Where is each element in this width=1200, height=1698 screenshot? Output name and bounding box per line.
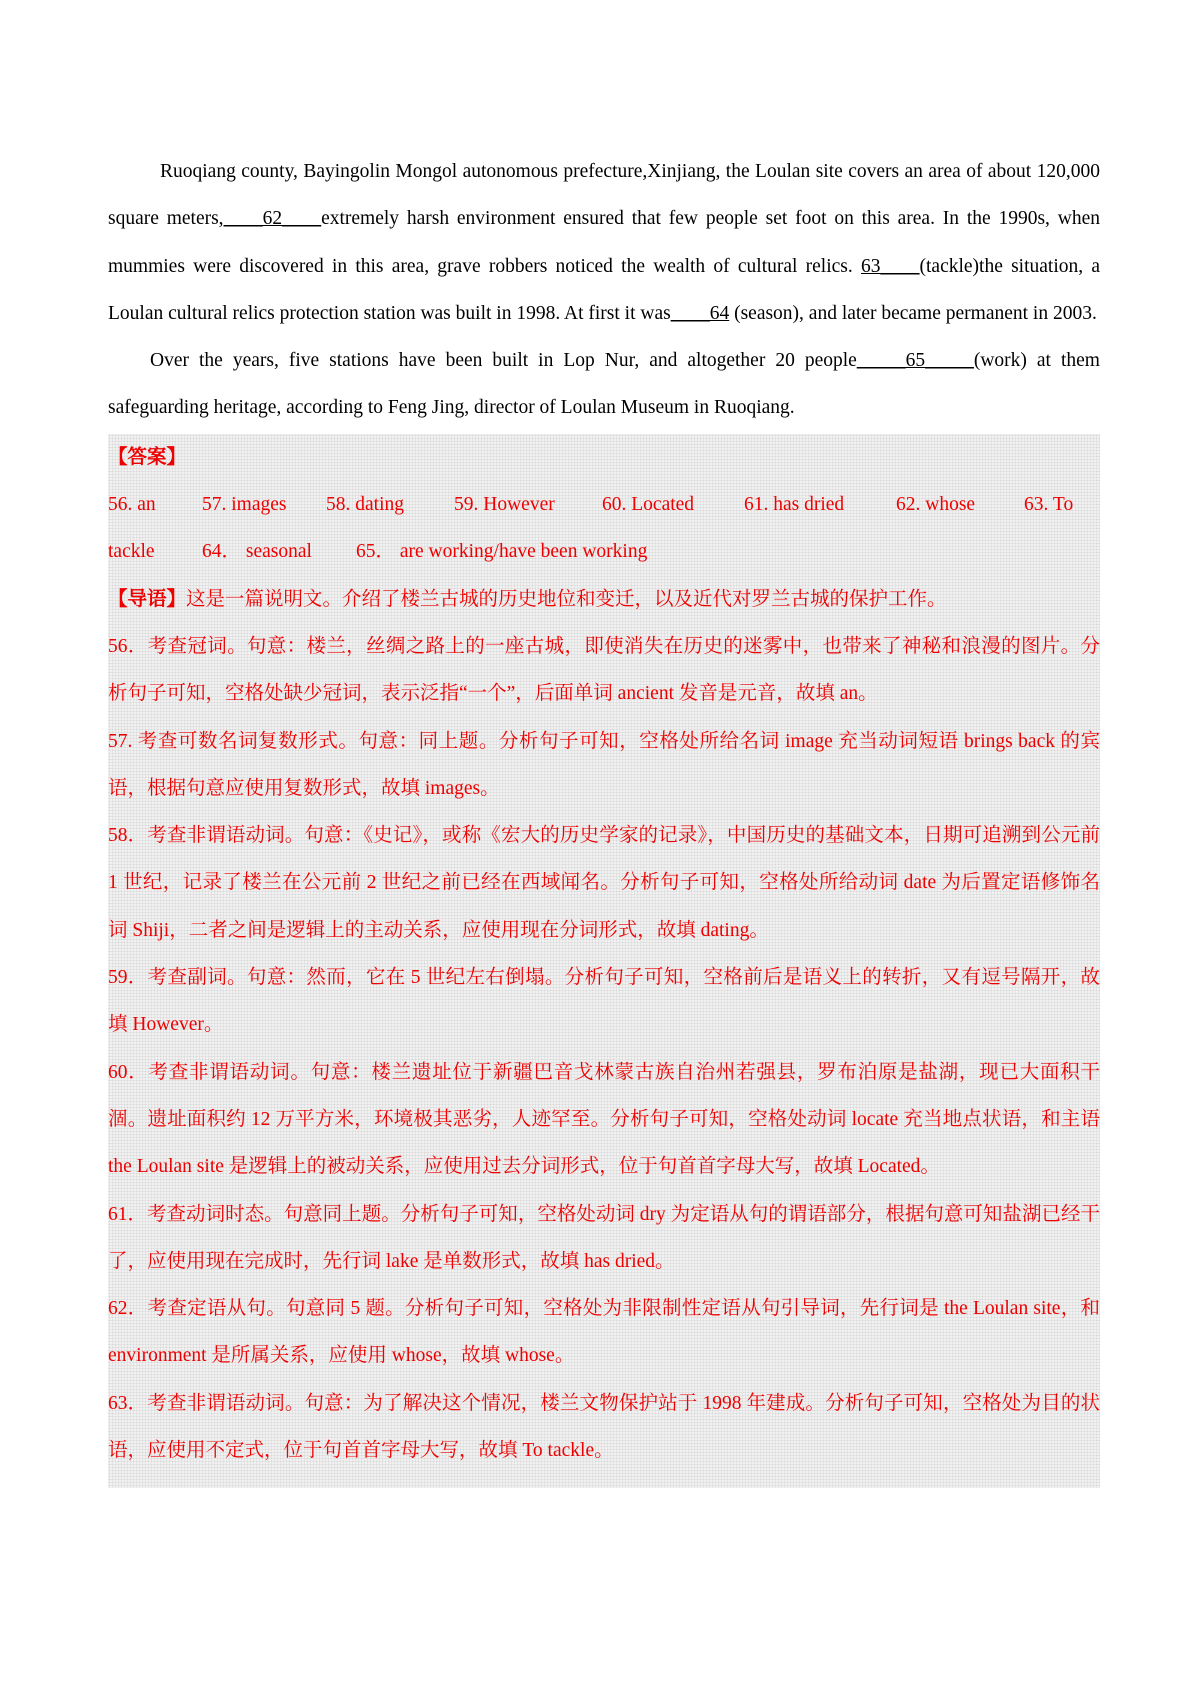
guide-paragraph [108, 576, 1100, 623]
explanation-63: 63．考查非谓语动词。句意：为了解决这个情况，楼兰文物保护站于 1998 年建成。分析句子可知，空格处为目的状语，应使用不定式，位于句首首字母大写，故填 To tackle。 [108, 1392, 1100, 1462]
passage-text: Ruoqiang county, Bayingolin Mongol autonomous prefecture,Xinjiang, the Loulan site covers an area of about 120,000 square meters, [108, 161, 1100, 230]
guide-heading: 【导语】 [108, 588, 187, 610]
answer-item: 62. whose [896, 494, 976, 516]
answer-item: 65． are working/have been working [356, 541, 648, 563]
answer-item: 59. However [454, 494, 555, 516]
answer-heading: 【答案】 [108, 446, 187, 468]
answer-row-1 [108, 481, 1100, 528]
answer-item: 56. an [108, 494, 156, 516]
blank-64: ____64 [670, 302, 730, 324]
passage-paragraph-2 [108, 337, 1100, 432]
blank-62: ____62____ [223, 208, 322, 230]
document-page [108, 148, 1100, 1488]
explanation-57: 57. 考查可数名词复数形式。句意：同上题。分析句子可知，空格处所给名词 image 充当动词短语 brings back 的宾语，根据句意应使用复数形式，故填 images。 [108, 730, 1100, 799]
answer-item: tackle [108, 541, 155, 563]
answer-item: 64． seasonal [202, 541, 312, 563]
blank-65: _____65_____ [856, 350, 974, 372]
blank-63: 63____ [861, 255, 920, 277]
guide-text: 这是一篇说明文。介绍了楼兰古城的历史地位和变迁，以及近代对罗兰古城的保护工作。 [186, 588, 947, 610]
answer-section [108, 434, 1100, 1489]
passage-text: (season), and later became permanent in 2003. [734, 302, 1097, 324]
explanation-56: 56．考查冠词。句意：楼兰，丝绸之路上的一座古城，即使消失在历史的迷雾中，也带来了神秘和浪漫的图片。分析句子可知，空格处缺少冠词，表示泛指“一个”，后面单词 ancient 发音是元音，故填 an。 [108, 635, 1100, 705]
passage-text: (tackle)the situation, a Loulan cultural relics protection station was built in 1998. At first it was [108, 255, 1101, 324]
answer-item: 60. Located [602, 494, 695, 516]
passage-text: (work) at them safeguarding heritage, according to Feng Jing, director of Loulan Museum in Ruoqiang. [108, 350, 1100, 419]
explanation-61: 61．考查动词时态。句意同上题。分析句子可知，空格处动词 dry 为定语从句的谓语部分，根据句意可知盐湖已经干了，应使用现在完成时，先行词 lake 是单数形式，故填 has dried。 [108, 1203, 1100, 1272]
explanation-62: 62．考查定语从句。句意同 5 题。分析句子可知，空格处为非限制性定语从句引导词，先行词是 the Loulan site，和 environment 是所属关系，应使用 whose，故填 whose。 [108, 1298, 1100, 1367]
answer-item: 63. To [1024, 494, 1074, 516]
explanation-59: 59．考查副词。句意：然而，它在 5 世纪左右倒塌。分析句子可知，空格前后是语义上的转折，又有逗号隔开，故填 However。 [108, 967, 1100, 1036]
answer-item: 58. dating [326, 494, 404, 516]
answer-row-2 [108, 528, 1100, 575]
answer-item: 57. images [202, 494, 287, 516]
passage-text: Over the years, five stations have been built in Lop Nur, and altogether 20 people [150, 350, 857, 372]
explanation-58: 58．考查非谓语动词。句意：《史记》，或称《宏大的历史学家的记录》，中国历史的基础文本，日期可追溯到公元前 1 世纪，记录了楼兰在公元前 2 世纪之前已经在西域闻名。分析句子可知，空格处所给动词 date 为后置定语修饰名词 Shiji，二者之间是逻辑上的主动关系，应使用现在分词形式，故填 dating。 [108, 825, 1100, 941]
passage-text: extremely harsh environment ensured that few people set foot on this area. In the 1990s, when mummies were discovered in this area, grave robbers noticed the wealth of cultural relics. [108, 208, 1100, 277]
passage-paragraph-1 [108, 148, 1100, 337]
answer-item: 61. has dried [744, 494, 845, 516]
explanation-60: 60．考查非谓语动词。句意：楼兰遗址位于新疆巴音戈林蒙古族自治州若强县，罗布泊原是盐湖，现已大面积干涸。遗址面积约 12 万平方米，环境极其恶劣，人迹罕至。分析句子可知，空格处动词 locate 充当地点状语，和主语 the Loulan site 是逻辑上的被动关系，应使用过去分词形式，位于句首首字母大写，故填 Located。 [108, 1061, 1100, 1178]
